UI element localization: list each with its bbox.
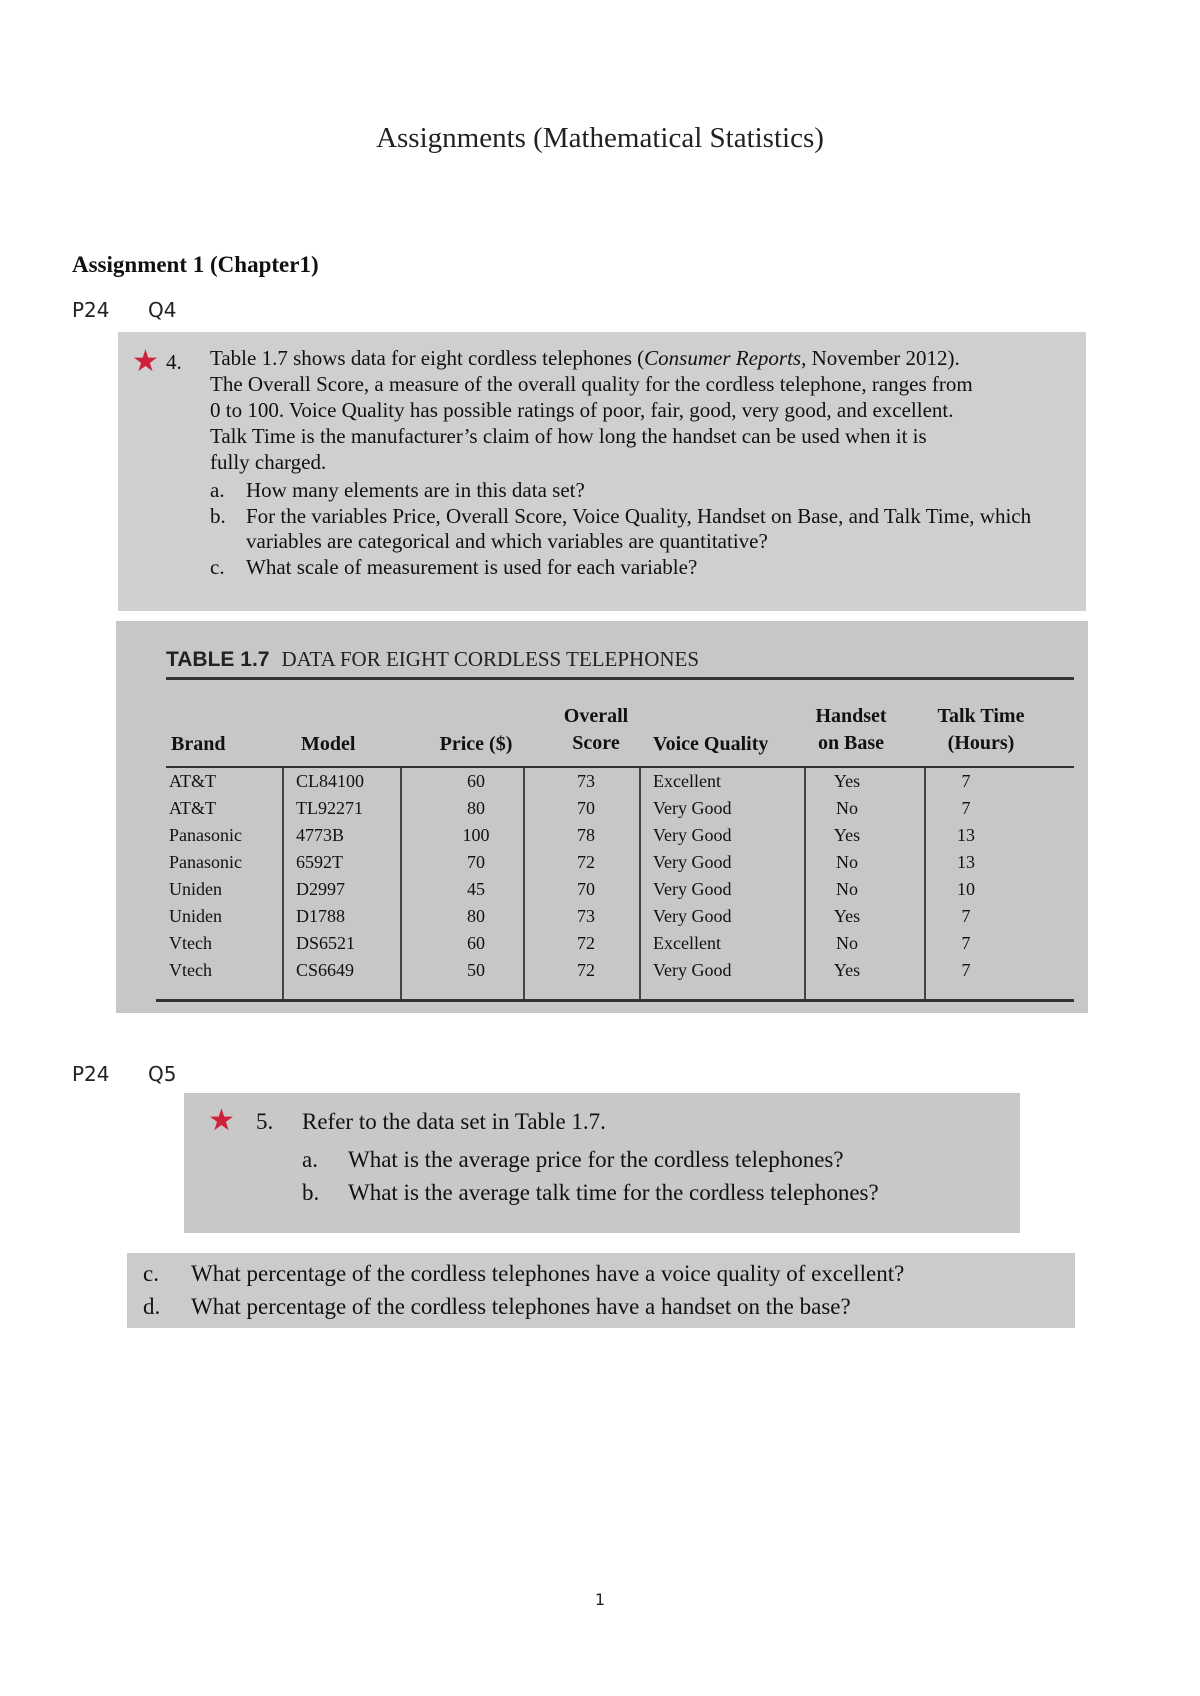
table-row <box>156 822 1074 849</box>
table-row <box>156 768 1074 795</box>
star-mark-icon: ★ <box>132 344 159 379</box>
cell-talk-time: 7 <box>961 933 971 953</box>
q4-number: 4. <box>166 350 182 374</box>
cell-voice-quality: Excellent <box>653 771 721 791</box>
cell-talk-time: 10 <box>957 879 975 899</box>
page-number: 1 <box>594 1590 606 1609</box>
cell-score: 72 <box>577 852 595 872</box>
cell-price: 60 <box>467 933 485 953</box>
q5-question-ref: Q5 <box>148 1062 177 1086</box>
cell-score: 73 <box>577 906 595 926</box>
q4-line-4: Talk Time is the manufacturer’s claim of how long the handset can be used when it is <box>210 424 927 448</box>
header-voice-quality: Voice Quality <box>653 733 769 755</box>
cell-handset-on-base: No <box>836 933 858 953</box>
cell-voice-quality: Very Good <box>653 798 732 818</box>
cell-handset-on-base: Yes <box>833 825 861 845</box>
cell-model: 4773B <box>296 825 345 845</box>
cell-price: 60 <box>467 771 485 791</box>
cell-voice-quality: Very Good <box>653 906 732 926</box>
q4-subquestions <box>210 478 1070 580</box>
cell-voice-quality: Excellent <box>653 933 721 953</box>
cell-score: 78 <box>577 825 595 845</box>
q5-item-d: d. What percentage of the cordless telephones have a handset on the base? <box>143 1294 851 1319</box>
cell-price: 80 <box>467 906 485 926</box>
cell-voice-quality: Very Good <box>653 879 732 899</box>
table-row <box>156 849 1074 876</box>
cell-talk-time: 7 <box>961 960 971 980</box>
cell-score: 72 <box>577 960 595 980</box>
cell-voice-quality: Very Good <box>653 960 732 980</box>
cell-price: 70 <box>467 852 485 872</box>
cell-talk-time: 7 <box>961 906 971 926</box>
star-mark-icon: ★ <box>208 1103 235 1138</box>
header-handset-on-base: Handset on Base <box>815 705 887 754</box>
cell-brand: Panasonic <box>169 825 242 845</box>
cell-handset-on-base: No <box>836 879 858 899</box>
cell-brand: Panasonic <box>169 852 242 872</box>
q5-subquestions-ab <box>302 1143 879 1209</box>
table-top-rule <box>166 677 1074 680</box>
cell-price: 100 <box>462 825 490 845</box>
q5-reference <box>72 1062 176 1086</box>
cell-handset-on-base: Yes <box>833 960 861 980</box>
q4-line-1: Table 1.7 shows data for eight cordless telephones (Consumer Reports, November 2012). <box>210 346 960 370</box>
question-5-cd-image <box>127 1253 1075 1328</box>
cell-handset-on-base: Yes <box>833 771 861 791</box>
cell-score: 73 <box>577 771 595 791</box>
q4-reference <box>72 298 176 322</box>
header-score: Overall Score <box>563 705 629 754</box>
cell-score: 72 <box>577 933 595 953</box>
header-brand: Brand <box>171 733 226 755</box>
table-row <box>156 930 1074 957</box>
cell-talk-time: 13 <box>957 825 975 845</box>
cell-model: DS6521 <box>296 933 356 953</box>
cell-score: 70 <box>577 879 595 899</box>
cell-brand: Uniden <box>169 906 222 926</box>
cell-price: 45 <box>467 879 485 899</box>
cell-model: TL92271 <box>296 798 363 818</box>
cell-price: 50 <box>467 960 485 980</box>
q4-item-a: a. How many elements are in this data set? <box>210 478 585 502</box>
cell-voice-quality: Very Good <box>653 825 732 845</box>
cell-talk-time: 13 <box>957 852 975 872</box>
table-row <box>156 903 1074 930</box>
cell-handset-on-base: No <box>836 798 858 818</box>
q4-line-5: fully charged. <box>210 450 327 474</box>
cell-model: D2997 <box>296 879 345 899</box>
cell-brand: Vtech <box>169 933 212 953</box>
header-model: Model <box>301 733 356 755</box>
cell-handset-on-base: Yes <box>833 906 861 926</box>
header-talk-time: Talk Time (Hours) <box>937 705 1025 754</box>
cell-brand: Uniden <box>169 879 222 899</box>
q5-item-b: b. What is the average talk time for the cordless telephones? <box>302 1180 879 1205</box>
question-4-image <box>118 332 1086 611</box>
header-price: Price ($) <box>439 733 513 755</box>
table-row <box>156 795 1074 822</box>
q4-line-2: The Overall Score, a measure of the overall quality for the cordless telephone, ranges from <box>210 372 973 396</box>
cell-model: 6592T <box>296 852 343 872</box>
table-row <box>156 957 1074 984</box>
q4-item-b: b. For the variables Price, Overall Score, Voice Quality, Handset on Base, and Talk Time, which variables are categorical and which variables are quantitative? <box>210 503 1032 553</box>
cell-brand: AT&T <box>169 771 216 791</box>
q4-line-3: 0 to 100. Voice Quality has possible ratings of poor, fair, good, very good, and excellent. <box>210 398 954 422</box>
cell-price: 80 <box>467 798 485 818</box>
q5-item-c: c. What percentage of the cordless telephones have a voice quality of excellent? <box>143 1261 905 1286</box>
document-title: Assignments (Mathematical Statistics) <box>376 122 824 154</box>
q5-number: 5. <box>256 1109 274 1134</box>
q5-subquestions-cd <box>143 1257 904 1323</box>
cell-score: 70 <box>577 798 595 818</box>
table-body <box>156 768 1074 984</box>
cell-brand: Vtech <box>169 960 212 980</box>
table-row <box>156 876 1074 903</box>
cell-voice-quality: Very Good <box>653 852 732 872</box>
cell-handset-on-base: No <box>836 852 858 872</box>
q5-text: Refer to the data set in Table 1.7. <box>302 1109 606 1134</box>
q5-page-ref: P24 <box>72 1062 110 1086</box>
q4-question-ref: Q4 <box>148 298 177 322</box>
table-title: TABLE 1.7 DATA FOR EIGHT CORDLESS TELEPHONES <box>166 647 700 671</box>
question-5-image <box>184 1093 1020 1233</box>
assignment-heading: Assignment 1 (Chapter1) <box>72 252 319 277</box>
q4-page-ref: P24 <box>72 298 110 322</box>
cell-brand: AT&T <box>169 798 216 818</box>
table-1-7-image <box>116 621 1088 1013</box>
q5-item-a: a. What is the average price for the cordless telephones? <box>302 1147 844 1172</box>
cell-model: CL84100 <box>296 771 365 791</box>
table-bottom-rule <box>156 999 1074 1002</box>
q4-item-c: c. What scale of measurement is used for each variable? <box>210 554 698 579</box>
cell-talk-time: 7 <box>961 771 971 791</box>
cell-model: CS6649 <box>296 960 355 980</box>
cell-talk-time: 7 <box>961 798 971 818</box>
cell-model: D1788 <box>296 906 345 926</box>
